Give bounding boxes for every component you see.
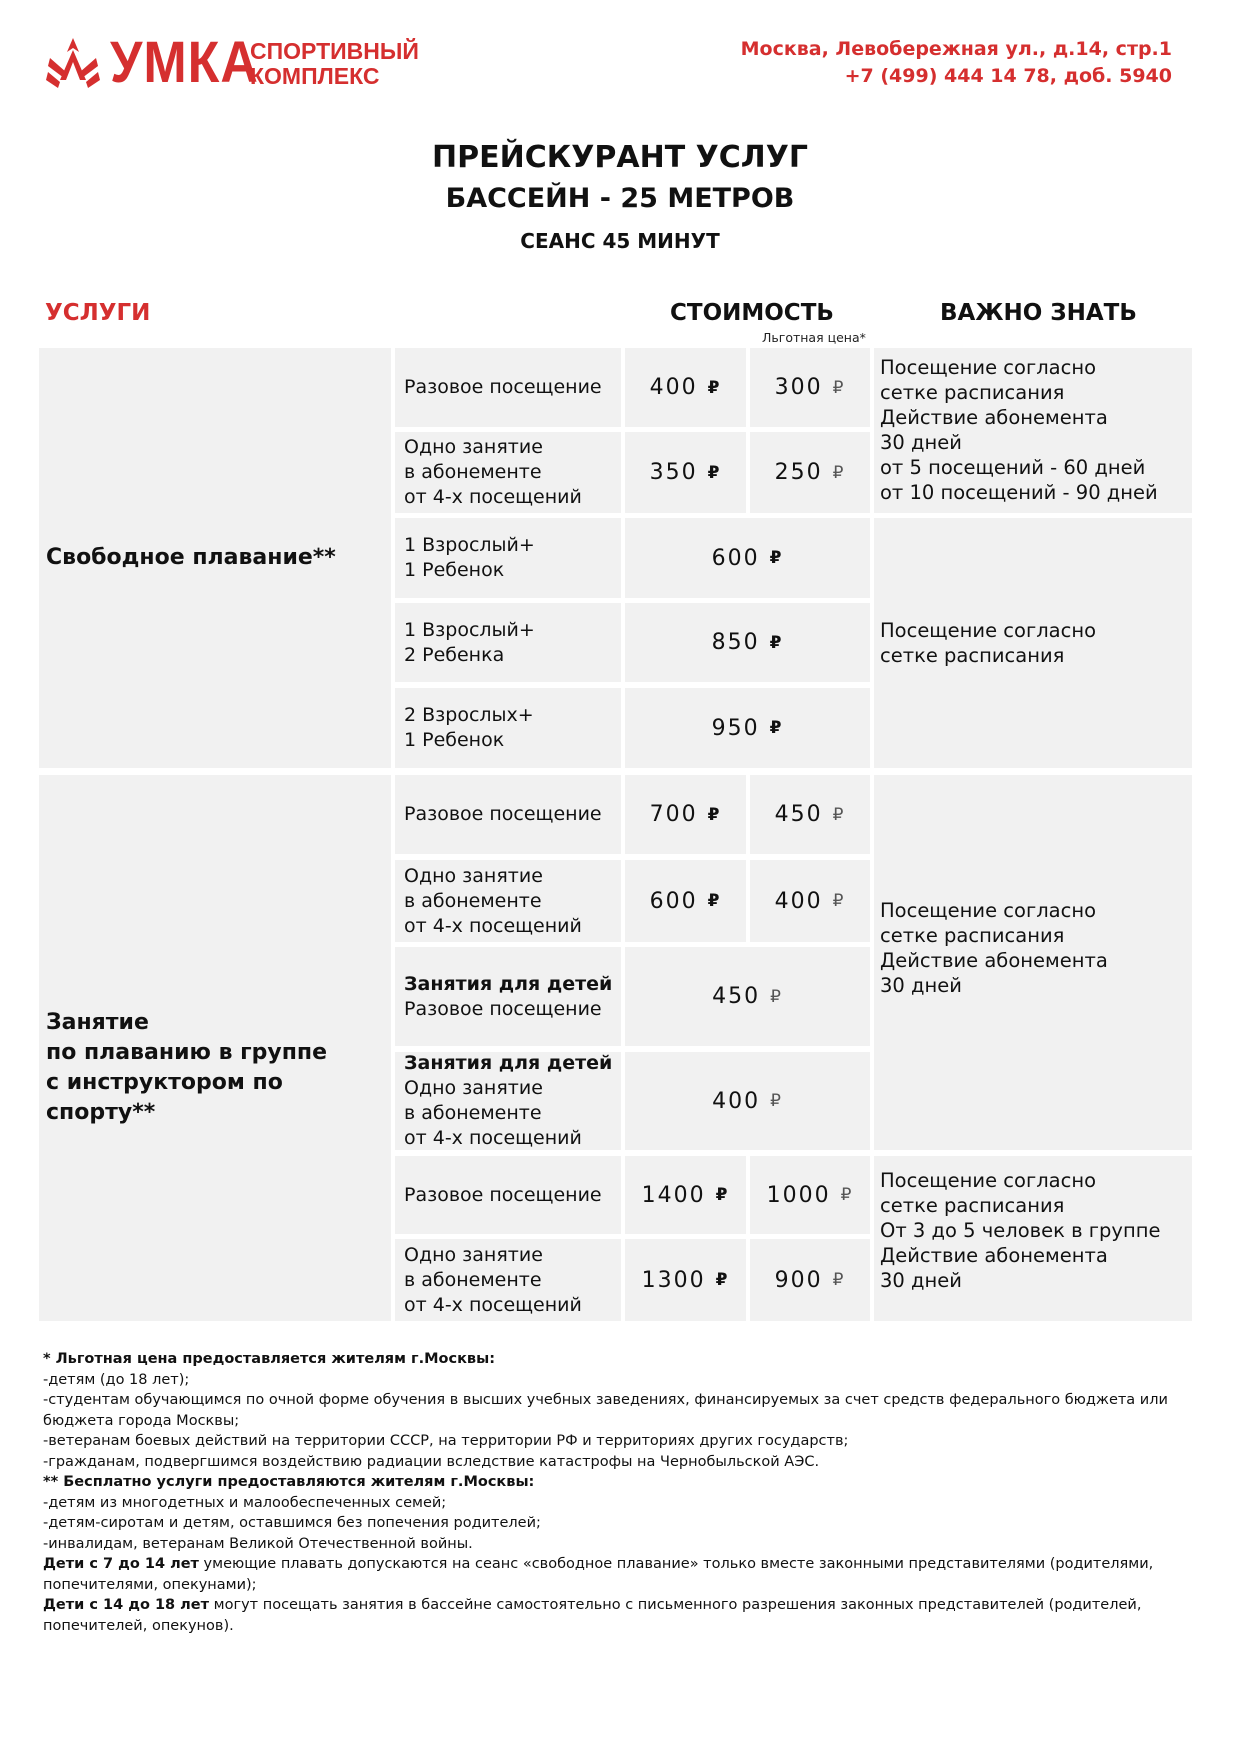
ruble-icon: ₽	[707, 462, 722, 483]
footnote-bold: Дети с 14 до 18 лет	[43, 1597, 210, 1613]
price-cell	[625, 432, 746, 513]
discount-price-value: 450	[774, 802, 823, 827]
service-line: Одно занятие	[404, 1243, 543, 1266]
note-line: 30 дней	[880, 431, 962, 454]
note-cell	[874, 775, 1192, 1150]
ruble-icon: ₽	[707, 891, 722, 911]
footnote-bold: Дети с 7 до 14 лет	[43, 1556, 199, 1572]
price-cell	[625, 688, 870, 768]
discount-price-value: 900	[774, 1267, 823, 1293]
price-value: 600	[649, 888, 698, 914]
note-line: 30 дней	[880, 973, 962, 997]
price-value: 600	[711, 545, 760, 571]
service-line: Разовое посещение	[404, 1183, 602, 1206]
note-cell	[874, 348, 1192, 513]
logo-subtitle-line: СПОРТИВНЫЙ	[250, 38, 419, 64]
price-value: 1400	[641, 1182, 706, 1208]
footnote-text: -детям из многодетных и малообеспеченных семей;	[43, 1494, 447, 1511]
page-title: ПРЕЙСКУРАНТ УСЛУГ	[432, 140, 808, 175]
contact-block	[741, 36, 1172, 90]
footnote-text: могут посещать занятия в бассейне самостоятельно с письменного разрешения законных представителей (родителей, попечителей, опекунов).	[43, 1597, 1142, 1634]
note-cell	[874, 518, 1192, 768]
page-subtitle: БАССЕЙН - 25 МЕТРОВ	[445, 183, 795, 214]
price-cell	[625, 947, 870, 1046]
discount-price-cell	[750, 860, 870, 942]
service-line: в абонементе	[404, 1268, 542, 1291]
footnote-line	[43, 1390, 1203, 1431]
category-free-swim	[39, 348, 391, 768]
service-line: в абонементе	[404, 889, 542, 912]
price-value: 700	[649, 802, 698, 827]
discount-price-value: 250	[774, 460, 823, 485]
ruble-icon: ₽	[707, 804, 722, 825]
ruble-icon: ₽	[715, 1185, 730, 1205]
ruble-icon: ₽	[840, 1185, 854, 1205]
ruble-icon: ₽	[832, 1270, 846, 1290]
logo-subtitle	[250, 39, 419, 89]
column-header-cost: СТОИМОСТЬ	[670, 300, 834, 326]
footnote-line	[43, 1370, 1203, 1391]
footnote-text: -гражданам, подвергшимся воздействию радиации вследствие катастрофы на Чернобыльской АЭС.	[43, 1453, 820, 1470]
service-cell	[395, 432, 621, 513]
footnote-text: -ветеранам боевых действий на территории СССР, на территории РФ и территориях других государств;	[43, 1433, 849, 1449]
note-line: от 5 посещений - 60 дней	[880, 456, 1146, 479]
note-line: сетке расписания	[880, 1194, 1065, 1217]
ruble-icon: ₽	[832, 462, 846, 483]
price-cell	[625, 603, 870, 682]
service-line: 1 Ребенок	[404, 729, 505, 751]
note-line: Посещение согласно	[880, 619, 1097, 642]
price-value: 400	[649, 375, 698, 400]
service-line: от 4-х посещений	[404, 1293, 582, 1316]
service-cell	[395, 1052, 621, 1150]
service-line: в абонементе	[404, 461, 542, 483]
discount-price-label: Льготная цена*	[762, 330, 866, 345]
note-cell	[874, 1156, 1192, 1321]
service-line: 1 Взрослый+	[404, 534, 535, 556]
service-cell	[395, 348, 621, 427]
price-value: 850	[711, 630, 760, 655]
category-label-line: Занятие	[46, 1010, 149, 1035]
ruble-icon: ₽	[832, 804, 846, 825]
service-line: 2 Взрослых+	[404, 704, 534, 726]
ruble-icon: ₽	[770, 1091, 783, 1111]
footnote-line	[43, 1493, 1203, 1514]
service-line: Разовое посещение	[404, 376, 602, 398]
service-cell	[395, 775, 621, 854]
footnotes	[43, 1349, 1203, 1636]
service-line: 1 Взрослый+	[404, 618, 535, 641]
service-line: 2 Ребенка	[404, 643, 505, 666]
footnote-text: умеющие плавать допускаются на сеанс «свободное плавание» только вместе законными представителями (родителями, попечителями, опекунами);	[43, 1556, 1154, 1593]
ruble-icon: ₽	[715, 1270, 730, 1290]
price-cell	[625, 1156, 746, 1234]
service-cell	[395, 947, 621, 1046]
price-cell	[625, 1239, 746, 1321]
discount-price-cell	[750, 348, 870, 427]
column-header-services: УСЛУГИ	[45, 300, 151, 326]
footnote-line	[43, 1534, 1203, 1555]
service-line: 1 Ребенок	[404, 559, 505, 581]
price-value: 1300	[641, 1267, 706, 1293]
footnote-bold: * Льготная цена предоставляется жителям г.Москвы:	[43, 1351, 496, 1367]
note-line: От 3 до 5 человек в группе	[880, 1219, 1161, 1242]
footnote-line	[43, 1554, 1203, 1595]
footnote-text: -детям-сиротам и детям, оставшимся без попечения родителей;	[43, 1515, 541, 1531]
note-line: Посещение согласно	[880, 1169, 1097, 1192]
price-value: 950	[711, 715, 760, 741]
price-value: 450	[712, 984, 761, 1009]
service-cell	[395, 1239, 621, 1321]
footnote-bold: ** Бесплатно услуги предоставляются жителям г.Москвы:	[43, 1474, 535, 1490]
logo-name: УМКА	[110, 30, 259, 96]
price-cell	[625, 775, 746, 854]
footnote-line	[43, 1595, 1203, 1636]
service-cell	[395, 603, 621, 682]
service-group-label: Занятия для детей	[404, 972, 613, 995]
logo-subtitle-line: КОМПЛЕКС	[250, 63, 380, 89]
service-cell	[395, 1156, 621, 1234]
ruble-icon: ₽	[769, 718, 784, 738]
footnote-text: -инвалидам, ветеранам Великой Отечественной войны.	[43, 1535, 473, 1552]
note-line: Действие абонемента	[880, 948, 1108, 972]
category-group-lessons	[39, 775, 391, 1321]
note-line: сетке расписания	[880, 923, 1065, 947]
footnote-line	[43, 1452, 1203, 1473]
category-label: Свободное плавание**	[46, 545, 336, 570]
footnote-text: -детям (до 18 лет);	[43, 1371, 190, 1388]
service-cell	[395, 518, 621, 598]
ruble-icon: ₽	[769, 548, 784, 568]
service-line: Одно занятие	[404, 436, 543, 458]
ruble-icon: ₽	[832, 891, 846, 911]
service-cell	[395, 860, 621, 942]
service-line: от 4-х посещений	[404, 1127, 582, 1149]
note-line: 30 дней	[880, 1269, 962, 1292]
category-label-line: по плаванию в группе	[46, 1040, 328, 1065]
service-line: от 4-х посещений	[404, 914, 582, 937]
service-line: в абонементе	[404, 1102, 542, 1124]
price-cell	[625, 860, 746, 942]
ruble-icon: ₽	[770, 986, 783, 1007]
service-cell	[395, 688, 621, 768]
discount-price-cell	[750, 1239, 870, 1321]
address: Москва, Левобережная ул., д.14, стр.1	[740, 38, 1172, 60]
session-duration: СЕАНС 45 МИНУТ	[520, 229, 720, 253]
price-cell	[625, 348, 746, 427]
price-value: 350	[649, 460, 698, 485]
service-line: Одно занятие	[404, 864, 543, 887]
note-line: Посещение согласно	[880, 898, 1097, 922]
discount-price-cell	[750, 775, 870, 854]
category-label-line: спорту**	[46, 1100, 156, 1125]
discount-price-value: 1000	[766, 1182, 831, 1208]
service-group-label: Занятия для детей	[404, 1052, 613, 1074]
logo	[46, 30, 419, 96]
footnote-line	[43, 1349, 1203, 1370]
price-value: 400	[712, 1088, 761, 1114]
discount-price-value: 300	[774, 375, 823, 400]
footnote-line	[43, 1431, 1203, 1452]
ruble-icon: ₽	[707, 377, 722, 398]
footnote-line	[43, 1472, 1203, 1493]
service-line: Разовое посещение	[404, 803, 602, 825]
footnote-text: -студентам обучающимся по очной форме обучения в высших учебных заведениях, финансируемых за счет средств федерального бюджета или бюджета города Москвы;	[43, 1392, 1168, 1429]
note-line: Посещение согласно	[880, 356, 1097, 379]
note-line: Действие абонемента	[880, 1244, 1108, 1267]
price-cell	[625, 1052, 870, 1150]
service-line: от 4-х посещений	[404, 486, 582, 508]
note-line: от 10 посещений - 90 дней	[880, 481, 1158, 504]
phone: +7 (499) 444 14 78, доб. 5940	[844, 65, 1172, 87]
category-label-line: с инструктором по	[46, 1070, 283, 1095]
logo-emblem-icon	[46, 36, 100, 90]
price-cell	[625, 518, 870, 598]
footnote-line	[43, 1513, 1203, 1534]
ruble-icon: ₽	[769, 632, 784, 653]
discount-price-value: 400	[774, 888, 823, 914]
service-line: Разовое посещение	[404, 997, 602, 1020]
service-line: Одно занятие	[404, 1077, 543, 1099]
discount-price-cell	[750, 1156, 870, 1234]
note-line: сетке расписания	[880, 381, 1065, 404]
ruble-icon: ₽	[832, 377, 846, 398]
discount-price-cell	[750, 432, 870, 513]
column-header-important: ВАЖНО ЗНАТЬ	[940, 300, 1137, 326]
note-line: Действие абонемента	[880, 406, 1108, 429]
note-line: сетке расписания	[880, 644, 1065, 667]
